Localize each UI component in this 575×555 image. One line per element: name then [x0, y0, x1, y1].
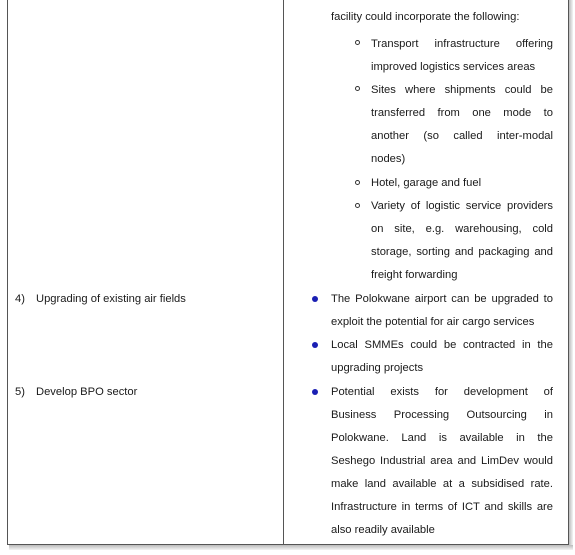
row-title: Upgrading of existing air fields [36, 293, 186, 305]
sub-item-line: nodes) [371, 153, 406, 165]
blue-bullet-icon [312, 389, 318, 395]
bullet-line: make land available at a subsidised rate. [331, 478, 553, 490]
sub-item-line: freight forwarding [371, 269, 458, 281]
bullet-line: Potential exists for development of [331, 386, 553, 398]
sub-item-line: on site, e.g. warehousing, cold [371, 223, 553, 235]
bullet-line: The Polokwane airport can be upgraded to [331, 293, 553, 305]
bullet-line: Seshego Industrial area and LimDev would [331, 455, 553, 467]
column-divider [283, 0, 284, 545]
sub-item-line: Hotel, garage and fuel [371, 177, 482, 189]
sub-item-line: another (so called inter-modal [371, 130, 553, 142]
sub-item-line: Variety of logistic service providers [371, 200, 553, 212]
bullet-line: Local SMMEs could be contracted in the [331, 339, 553, 351]
sub-item-line: Sites where shipments could be [371, 84, 553, 96]
sub-item-line: Transport infrastructure offering [371, 38, 553, 50]
sub-item-line: transferred from one mode to [371, 107, 553, 119]
hollow-circle-bullet-icon [355, 203, 360, 208]
bullet-line: also readily available [331, 524, 435, 536]
hollow-circle-bullet-icon [355, 180, 360, 185]
page-shadow-right [569, 0, 573, 549]
bullet-line: Polokwane. Land is available in the [331, 432, 553, 444]
row-title: Develop BPO sector [36, 386, 138, 398]
sub-item-line: improved logistics services areas [371, 61, 536, 73]
bullet-line: Infrastructure in terms of ICT and skills are [331, 501, 553, 513]
row-number: 4) [15, 293, 25, 305]
blue-bullet-icon [312, 296, 318, 302]
bullet-line: upgrading projects [331, 362, 424, 374]
bullet-line: Business Processing Outsourcing in [331, 409, 553, 421]
intro-text: facility could incorporate the following: [331, 11, 520, 23]
sub-item-line: storage, sorting and packaging and [371, 246, 553, 258]
hollow-circle-bullet-icon [355, 86, 360, 91]
row-number: 5) [15, 386, 25, 398]
hollow-circle-bullet-icon [355, 40, 360, 45]
bullet-line: exploit the potential for air cargo services [331, 316, 535, 328]
page-shadow-bottom [9, 545, 573, 550]
blue-bullet-icon [312, 342, 318, 348]
